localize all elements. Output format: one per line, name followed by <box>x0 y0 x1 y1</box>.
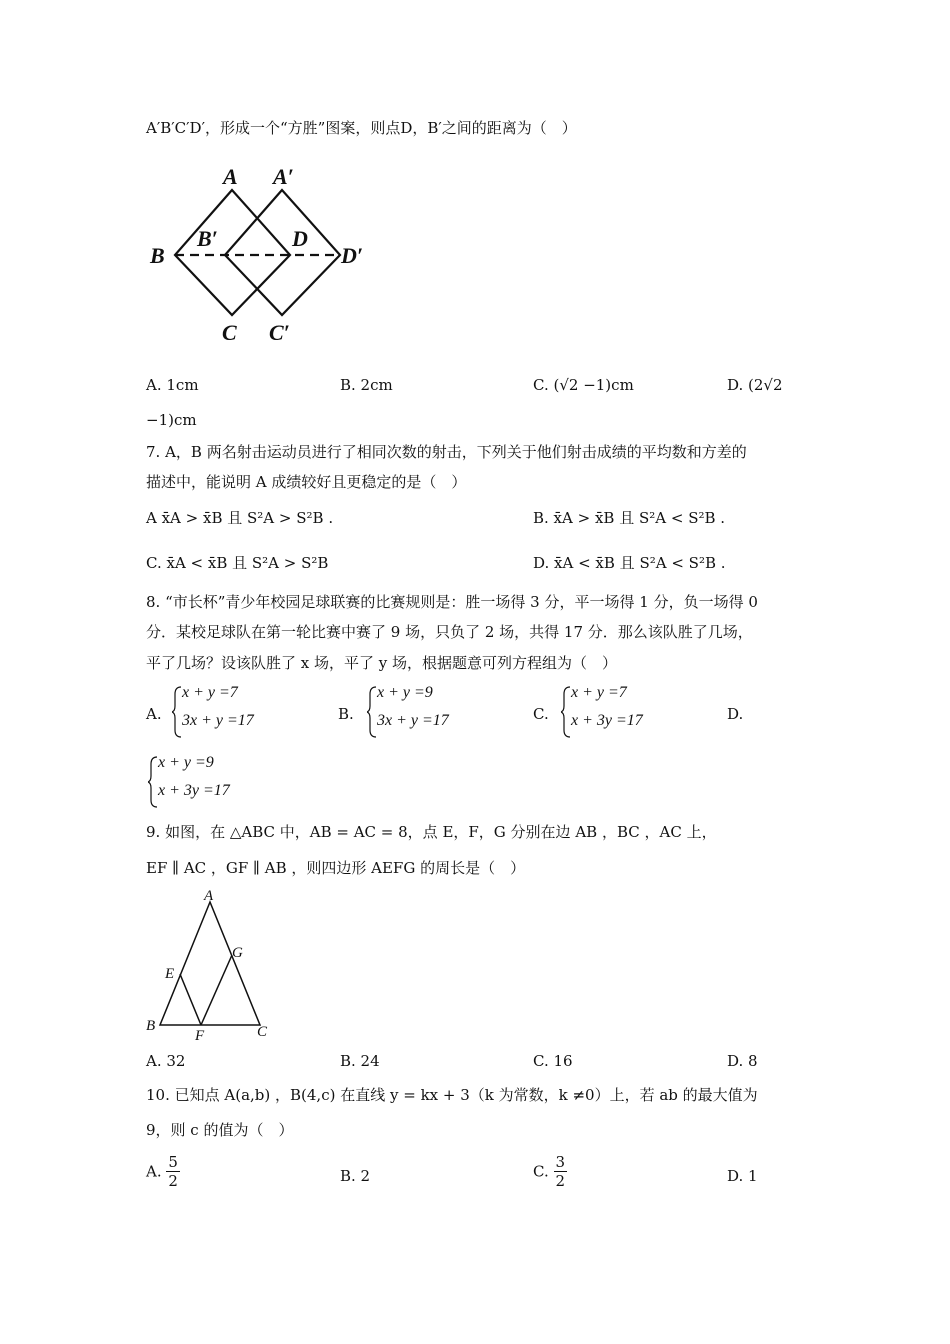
q10-option-a[interactable] <box>146 1153 180 1190</box>
q7-option-b[interactable]: B. x̄A > x̄B 且 S²A < S²B . <box>533 509 726 527</box>
label-A: A <box>223 164 238 189</box>
label-B: B <box>150 243 165 268</box>
q10-option-b[interactable]: B. 2 <box>340 1167 371 1185</box>
q9-option-d[interactable]: D. 8 <box>727 1052 758 1070</box>
q6-option-a[interactable]: A. 1cm <box>146 376 199 394</box>
label-B-prime: B′ <box>197 226 218 251</box>
q10-option-c-den: 2 <box>555 1172 566 1190</box>
label-C: C <box>222 320 237 345</box>
label-A-prime: A′ <box>273 164 294 189</box>
q8-d-eq2: x + 3y =17 <box>158 782 230 799</box>
q10-line2: 9，则 c 的值为（ ） <box>146 1121 294 1139</box>
q10-option-a-label: A. <box>146 1162 162 1181</box>
q9-option-b[interactable]: B. 24 <box>340 1052 380 1070</box>
q7-line1: 7. A，B 两名射击运动员进行了相同次数的射击，下列关于他们射击成绩的平均数和方差的 <box>146 443 747 461</box>
q9-line1: 9. 如图，在 △ABC 中，AB = AC = 8，点 E，F，G 分别在边 AB ，BC ，AC 上， <box>146 823 717 841</box>
q10-option-c-num: 3 <box>555 1153 566 1171</box>
q8-c-eq2: x + 3y =17 <box>571 712 643 729</box>
q8-line2: 分．某校足球队在第一轮比赛中赛了 9 场，只负了 2 场，共得 17 分．那么该队胜了几场， <box>146 623 753 641</box>
q7-option-d[interactable]: D. x̄A < x̄B 且 S²A < S²B . <box>533 554 726 572</box>
q8-d-eq1: x + y =9 <box>158 754 214 771</box>
q9-option-c[interactable]: C. 16 <box>533 1052 573 1070</box>
q6-option-b[interactable]: B. 2cm <box>340 376 393 394</box>
q10-option-c[interactable] <box>533 1153 567 1190</box>
q6-intro: A′B′C′D′，形成一个“方胜”图案，则点D，B′之间的距离为（ ） <box>146 119 577 137</box>
q8-line3: 平了几场？设该队胜了 x 场，平了 y 场，根据题意可列方程组为（ ） <box>146 654 618 672</box>
label-C: C <box>257 1024 268 1040</box>
q8-line1: 8. “市长杯”青少年校园足球联赛的比赛规则是：胜一场得 3 分，平一场得 1 分，负一场得 0 <box>146 593 758 611</box>
q9-figure <box>140 888 290 1048</box>
q6-option-c[interactable]: C. (√2 −1)cm <box>533 376 634 394</box>
label-C-prime: C′ <box>269 320 290 345</box>
q10-option-a-fraction <box>166 1153 180 1190</box>
q8-option-b-label[interactable]: B. <box>338 705 354 723</box>
q10-option-d[interactable]: D. 1 <box>727 1167 758 1185</box>
q10-line1: 10. 已知点 A(a,b) ，B(4,c) 在直线 y = kx + 3（k 为常数，k ≠0）上，若 ab 的最大值为 <box>146 1086 758 1104</box>
q7-option-a[interactable]: A x̄A > x̄B 且 S²A > S²B . <box>146 509 334 527</box>
label-F: F <box>195 1028 205 1044</box>
label-B: B <box>146 1018 156 1034</box>
q8-a-eq1: x + y =7 <box>182 684 238 701</box>
label-A: A <box>204 888 214 904</box>
q8-option-d-label[interactable]: D. <box>727 705 744 723</box>
q10-option-c-fraction <box>554 1153 568 1190</box>
q8-c-eq1: x + y =7 <box>571 684 627 701</box>
q9-line2: EF ∥ AC ，GF ∥ AB ，则四边形 AEFG 的周长是（ ） <box>146 859 526 877</box>
q7-line2: 描述中，能说明 A 成绩较好且更稳定的是（ ） <box>146 473 467 491</box>
q8-b-eq1: x + y =9 <box>377 684 433 701</box>
q8-b-eq2: 3x + y =17 <box>377 712 449 729</box>
q8-option-c-label[interactable]: C. <box>533 705 549 723</box>
q6-figure <box>145 160 385 350</box>
label-G: G <box>232 945 243 961</box>
q8-option-a-label[interactable]: A. <box>146 705 162 723</box>
label-D-prime: D′ <box>341 243 364 268</box>
q10-option-c-label: C. <box>533 1162 549 1181</box>
q6-option-d-cont: −1)cm <box>146 411 197 429</box>
q9-option-a[interactable]: A. 32 <box>146 1052 186 1070</box>
q8-a-eq2: 3x + y =17 <box>182 712 254 729</box>
label-D: D <box>292 226 308 251</box>
q6-option-d[interactable]: D. (2√2 <box>727 376 783 394</box>
q10-option-a-den: 2 <box>168 1172 178 1190</box>
q10-option-a-num: 5 <box>168 1153 178 1171</box>
q7-option-c[interactable]: C. x̄A < x̄B 且 S²A > S²B <box>146 554 329 572</box>
label-E: E <box>165 966 175 982</box>
